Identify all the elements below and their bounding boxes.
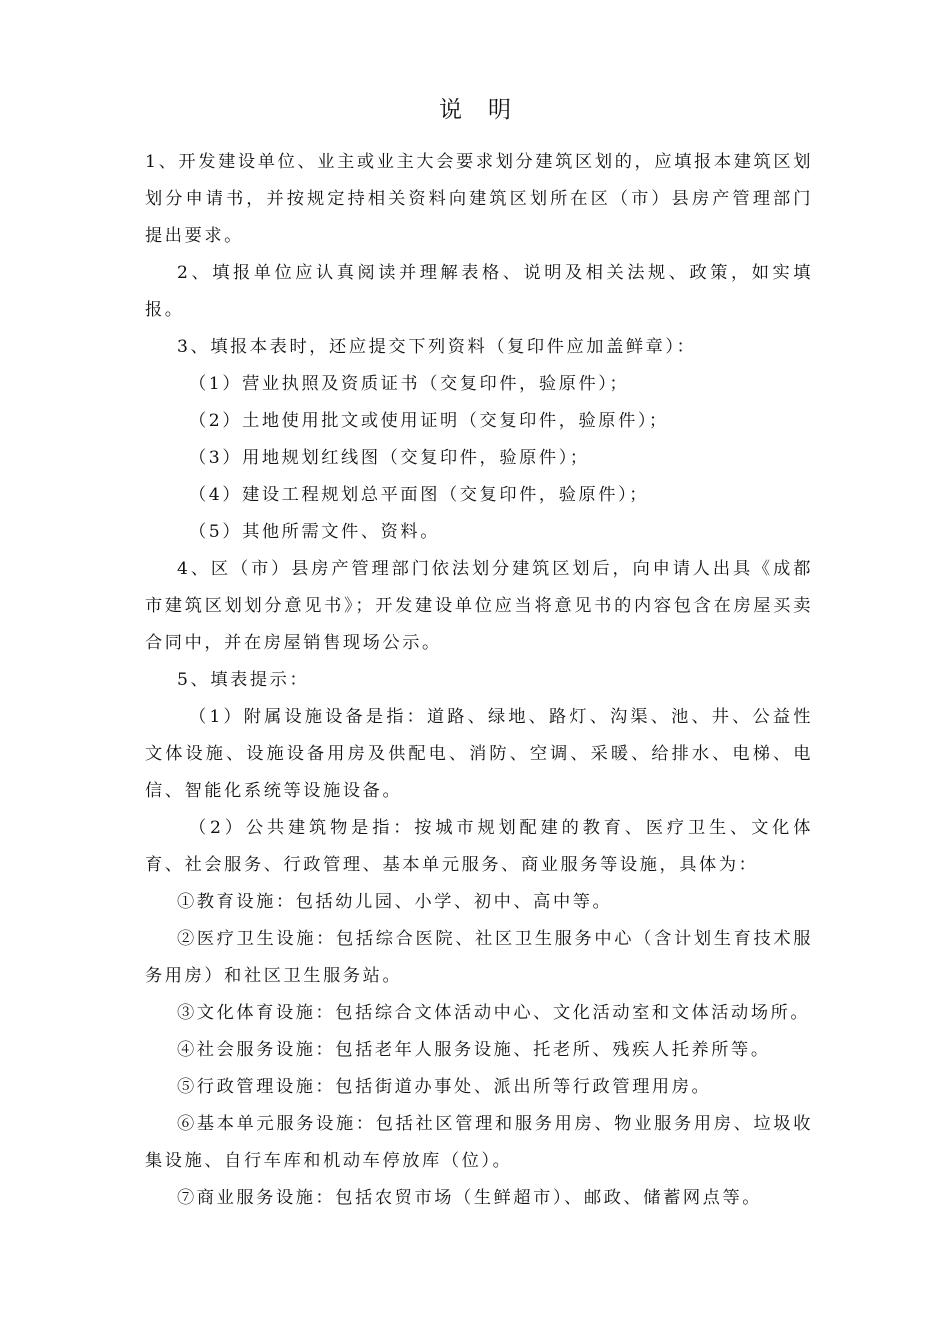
paragraph-3: 3、填报本表时，还应提交下列资料（复印件应加盖鲜章）： bbox=[177, 337, 697, 357]
paragraph-1: 1、开发建设单位、业主或业主大会要求划分建筑区划的，应填报本建筑区划划分申请书，并按规定持相关资料向建筑区划所在区（市）县房产管理部门提出要求。 bbox=[145, 152, 813, 246]
document-body bbox=[145, 144, 813, 1217]
facility-item-5: ⑤行政管理设施：包括街道办事处、派出所等行政管理用房。 bbox=[177, 1077, 712, 1097]
list-item-3-1: （1）营业执照及资质证书（交复印件，验原件）； bbox=[189, 374, 630, 394]
list-item-3-2: （2）土地使用批文或使用证明（交复印件，验原件）； bbox=[189, 411, 669, 431]
list-item-5-2: （2）公共建筑物是指：按城市规划配建的教育、医疗卫生、文化体育、社会服务、行政管理、基本单元服务、商业服务等设施，具体为： bbox=[145, 818, 813, 875]
facility-item-4: ④社会服务设施：包括老年人服务设施、托老所、残疾人托养所等。 bbox=[177, 1040, 771, 1060]
paragraph-5: 5、填表提示： bbox=[177, 670, 310, 690]
list-item-3-5: （5）其他所需文件、资料。 bbox=[189, 522, 440, 542]
facility-item-2: ②医疗卫生设施：包括综合医院、社区卫生服务中心（含计划生育技术服务用房）和社区卫生服务站。 bbox=[145, 929, 813, 986]
facility-item-1: ①教育设施：包括幼儿园、小学、初中、高中等。 bbox=[177, 892, 613, 912]
facility-item-7: ⑦商业服务设施：包括农贸市场（生鲜超市）、邮政、储蓄网点等。 bbox=[177, 1188, 763, 1208]
page-title: 说明 bbox=[439, 97, 537, 123]
paragraph-2: 2、填报单位应认真阅读并理解表格、说明及相关法规、政策，如实填报。 bbox=[145, 263, 813, 320]
list-item-5-1: （1）附属设施设备是指：道路、绿地、路灯、沟渠、池、井、公益性文体设施、设施设备用房及供配电、消防、空调、采暖、给排水、电梯、电信、智能化系统等设施设备。 bbox=[145, 707, 813, 801]
list-item-3-3: （3）用地规划红线图（交复印件，验原件）； bbox=[189, 448, 590, 468]
list-item-3-4: （4）建设工程规划总平面图（交复印件，验原件）； bbox=[189, 485, 650, 505]
paragraph-4: 4、区（市）县房产管理部门依法划分建筑区划后，向申请人出具《成都市建筑区划划分意见书》；开发建设单位应当将意见书的内容包含在房屋买卖合同中，并在房屋销售现场公示。 bbox=[145, 559, 813, 653]
facility-item-3: ③文化体育设施：包括综合文体活动中心、文化活动室和文体活动场所。 bbox=[177, 1003, 811, 1023]
facility-item-6: ⑥基本单元服务设施：包括社区管理和服务用房、物业服务用房、垃圾收集设施、自行车库和机动车停放库（位）。 bbox=[145, 1114, 813, 1171]
